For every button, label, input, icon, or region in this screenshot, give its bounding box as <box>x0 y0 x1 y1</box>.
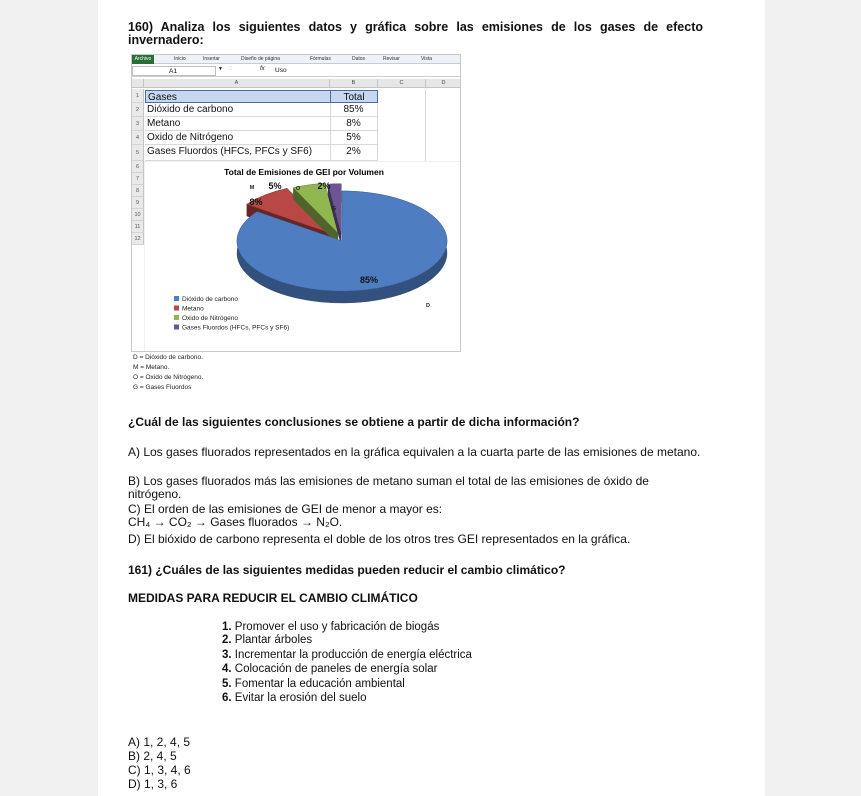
measure-number: 3. <box>222 649 232 661</box>
measure-text: Colocación de paneles de energía solar <box>234 663 438 675</box>
measure-text: Evitar la erosión del suelo <box>234 692 367 704</box>
measure-number: 5. <box>222 678 232 690</box>
abbreviation-item: G = Gases Fluordos <box>133 384 192 391</box>
option-a[interactable]: A) Los gases fluorados representados en la gráfica equivalen a la cuarta parte de las emisiones de metano. <box>128 445 701 459</box>
row-number[interactable]: 8 <box>132 185 144 197</box>
measure-number: 4. <box>222 663 232 675</box>
cell-header-total[interactable]: Total <box>330 90 378 103</box>
row-number[interactable]: 4 <box>132 131 144 145</box>
row-number[interactable]: 10 <box>132 209 144 221</box>
empty-cell[interactable] <box>426 90 461 161</box>
option-c[interactable] <box>128 503 703 529</box>
select-all-corner[interactable] <box>132 79 144 88</box>
cell-header-gases[interactable]: Gases <box>145 90 331 103</box>
cancel-icon[interactable]: ◌ <box>228 65 233 72</box>
data-label: 2% <box>317 181 331 191</box>
column-header-c[interactable]: C <box>378 79 426 88</box>
excel-ribbon <box>132 55 461 64</box>
column-header-d[interactable]: D <box>426 79 461 88</box>
measure-number: 6. <box>222 692 232 704</box>
data-label: 5% <box>268 181 282 191</box>
answer-option-c[interactable]: C) 1, 3, 4, 6 <box>128 763 191 777</box>
table-cell[interactable]: 5% <box>330 131 378 145</box>
legend-swatch <box>174 325 179 330</box>
table-cell[interactable]: Gases Fluordos (HFCs, PFCs y SF6) <box>145 145 331 161</box>
measure-text: Fomentar la educación ambiental <box>234 678 405 690</box>
legend-swatch <box>174 296 179 301</box>
row-number[interactable]: 1 <box>132 89 144 103</box>
measure-item <box>222 663 437 676</box>
table-cell[interactable]: 85% <box>330 103 378 117</box>
abbreviation-item: M = Metano. <box>133 364 170 371</box>
row-number[interactable]: 2 <box>132 103 144 117</box>
measure-number: 2. <box>222 634 232 646</box>
empty-cell[interactable] <box>378 90 426 161</box>
column-header-a[interactable]: A <box>144 79 330 88</box>
ribbon-tab-archivo[interactable]: Archivo <box>132 55 154 64</box>
letter-label: O <box>295 186 301 192</box>
fx-icon[interactable]: fx <box>260 66 265 72</box>
chart-title: Total de Emisiones de GEI por Volumen <box>224 167 384 177</box>
row-number[interactable]: 5 <box>132 145 144 161</box>
answer-option-b[interactable]: B) 2, 4, 5 <box>128 749 177 763</box>
measures-title: MEDIDAS PARA REDUCIR EL CAMBIO CLIMÁTICO <box>128 591 418 605</box>
row-number[interactable]: 6 <box>132 161 144 173</box>
measure-item <box>222 649 472 662</box>
abbreviation-list <box>133 353 203 393</box>
measure-number: 1. <box>222 621 232 633</box>
legend-label: Dióxido de carbono <box>182 296 239 303</box>
ribbon-tab-insertar[interactable]: Insertar <box>203 56 220 62</box>
abbreviation-item: D = Dióxido de carbono. <box>133 354 203 361</box>
measure-item <box>222 621 439 634</box>
question-160-text: 160) Analiza los siguientes datos y gráfica sobre las emisiones de los gases de efecto invernadero: <box>128 20 703 47</box>
row-number[interactable]: 11 <box>132 221 144 233</box>
legend-swatch <box>174 315 179 320</box>
table-cell[interactable]: Oxido de Nitrógeno <box>145 131 331 145</box>
option-d[interactable]: D) El bióxido de carbono representa el doble de los otros tres GEI representados en la gráfica. <box>128 532 631 546</box>
row-number[interactable]: 3 <box>132 117 144 131</box>
measure-text: Incrementar la producción de energía eléctrica <box>234 649 472 661</box>
answer-option-a[interactable]: A) 1, 2, 4, 5 <box>128 735 191 749</box>
ribbon-tab-datos[interactable]: Datos <box>352 56 366 62</box>
row-number[interactable]: 9 <box>132 197 144 209</box>
formula-input[interactable]: Uso <box>275 67 287 74</box>
legend-label: Gases Fluordos (HFCs, PFCs y SF6) <box>182 324 290 332</box>
measure-item <box>222 678 405 691</box>
data-label: 8% <box>249 197 263 207</box>
measure-text: Promover el uso y fabricación de biogás <box>234 621 440 633</box>
question-161-text: 161) ¿Cuáles de las siguientes medidas pueden reducir el cambio climático? <box>128 563 566 577</box>
option-c-line-1: C) El orden de las emisiones de GEI de menor a mayor es: <box>128 502 443 516</box>
excel-screenshot <box>131 54 461 352</box>
document-page <box>98 0 765 796</box>
formula-bar <box>132 65 461 77</box>
chevron-down-icon[interactable]: ▼ <box>218 66 223 72</box>
table-cell[interactable]: Metano <box>145 117 331 131</box>
name-box[interactable]: A1 <box>132 66 216 76</box>
ribbon-tab-formulas[interactable]: Fórmulas <box>310 56 331 62</box>
table-cell[interactable]: 2% <box>330 145 378 161</box>
measure-item <box>222 634 312 647</box>
row-number[interactable]: 7 <box>132 173 144 185</box>
option-b[interactable]: B) Los gases fluorados más las emisiones de metano suman el total de las emisiones de óxido de nitrógeno. <box>128 474 649 501</box>
table-cell[interactable]: Dióxido de carbono <box>145 103 331 117</box>
data-label: 85% <box>359 275 379 285</box>
column-header-b[interactable]: B <box>330 79 378 88</box>
measure-item <box>222 692 366 705</box>
letter-label: G <box>331 206 337 212</box>
ribbon-tab-inicio[interactable]: Inicio <box>174 56 186 62</box>
ribbon-tab-revisar[interactable]: Revisar <box>383 56 400 62</box>
ribbon-tab-diseno[interactable]: Diseño de página <box>241 56 280 62</box>
pie-chart[interactable] <box>144 161 461 352</box>
question-160-prompt: ¿Cuál de las siguientes conclusiones se obtiene a partir de dicha información? <box>128 415 580 429</box>
option-c-line-2: CH₄ → CO₂ → Gases fluorados → N₂O. <box>128 515 343 529</box>
table-cell[interactable]: 8% <box>330 117 378 131</box>
legend-swatch <box>174 306 179 311</box>
legend-label: Oxido de Nitrógeno <box>182 315 239 322</box>
letter-label: D <box>426 303 430 309</box>
abbreviation-item: O = Oxido de Nitrógeno. <box>133 374 204 381</box>
ribbon-tab-vista[interactable]: Vista <box>421 56 433 62</box>
letter-label: M <box>249 185 255 191</box>
answer-option-d[interactable]: D) 1, 3, 6 <box>128 777 178 791</box>
measure-text: Plantar árboles <box>234 634 313 646</box>
row-number[interactable]: 12 <box>132 233 144 245</box>
legend-label: Metano <box>182 305 204 313</box>
